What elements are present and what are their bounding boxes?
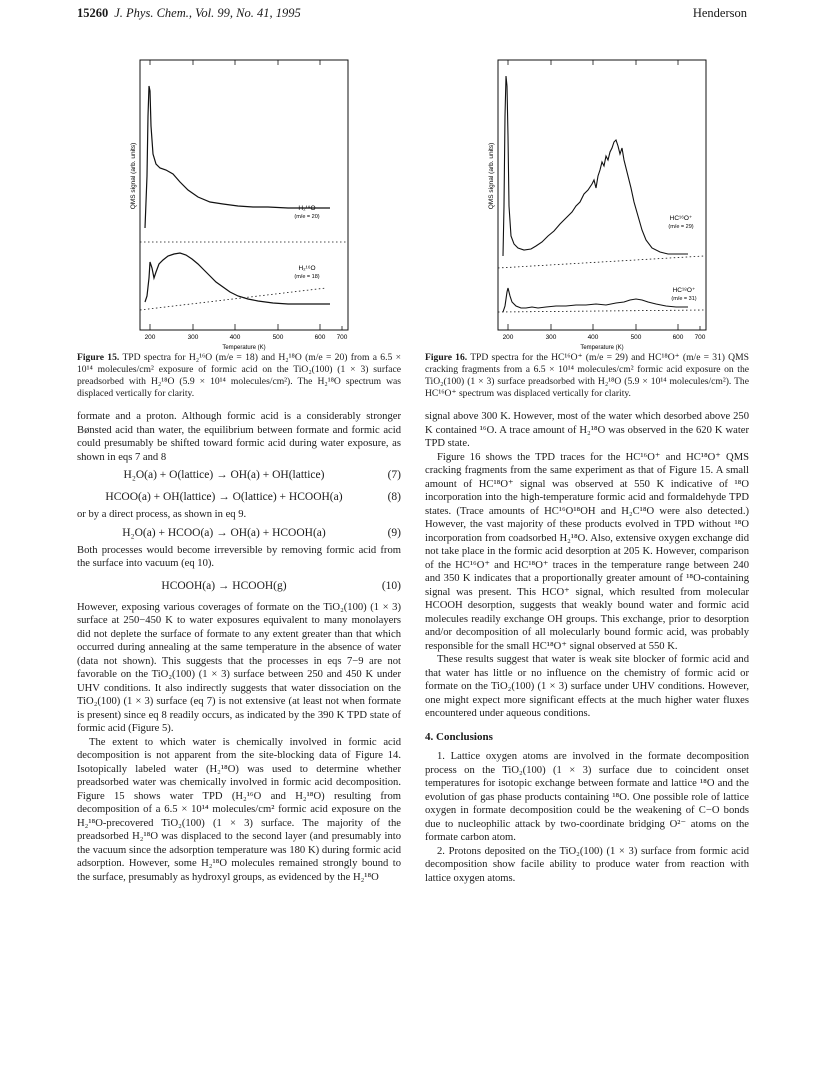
fig15-ylabel: QMS signal (arb. units) [130, 142, 137, 210]
fig15-series-mass-bottom: (m/e = 18) [294, 274, 320, 280]
right-paragraph-2: Figure 16 shows the TPD traces for the HC¹⁶O⁺ and HC¹⁸O⁺ QMS cracking fragments from the same experiment as that of Figure 15. A small amount of HC¹⁸O⁺ signal was observed at 550 K indicative of ¹⁸O incorporation into the high-temperature formic acid and formaldehyde TPD states. (Trace amounts of HC¹⁶O¹⁸OH and H₂C¹⁸O were also detected.) However, the vast majority of these products evolved in TPD without ¹⁸O incorporation from coadsorbed H₂¹⁸O. Also, extensive oxygen exchange did not take place in the formic acid desorption at 205 K. However, comparison of the HC¹⁶O⁺ and HC¹⁸O⁺ traces in the temperature range between 240 and 350 K indicates that a proportionally greater amount of ¹⁸O-containing signal was present. This HCO⁺ signal, which resulted from molecular HCOOH desorption, suggests that weakly bound water and formic acid molecules readily exchange OH groups. This exchange, prior to desorption and/or decomposition of all molecularly bound formic acid, was probably responsible for the small HC¹⁸O⁺ signal observed at 550 K. [425, 451, 749, 652]
fig16-tick-300: 300 [545, 334, 557, 341]
section-heading-conclusions: 4. Conclusions [425, 730, 493, 743]
figure-16 [476, 56, 712, 352]
fig15-series-mass-top: (m/e = 20) [294, 214, 320, 220]
figure-16-plot [476, 56, 712, 352]
fig15-tick-600: 600 [314, 334, 326, 341]
left-paragraph-4: However, exposing various coverages of formate on the TiO₂(100) (1 × 3) surface at 250−450 K to water exposures equivalent to many monolayers did not deplete the surface of formate to any extent greater than that which occurred during annealing at the same temperature in the absence of water (data not shown). This suggests that the processes in eqs 7−9 are not favorable on the TiO₂(100) (1 × 3) surface between 250 and 450 K under UHV conditions. It also indirectly suggests that water dissociation on the TiO₂(100) (1 × 3) surface (eq 7) is not extensive (at least not when formate is present) since eq 8 readily occurs, as indicated by the 390 K TPD state of formic acid (Figure 5). [77, 601, 401, 734]
fig15-series-label-bottom: H₂¹⁶O [298, 265, 316, 272]
equation-10: HCOOH(a) → HCOOH(g) (10) [161, 579, 401, 592]
fig16-tick-400: 400 [587, 334, 599, 341]
right-column [425, 352, 749, 885]
equation-7: H₂O(a) + O(lattice) → OH(a) + OH(lattice) (7) [123, 469, 401, 481]
fig16-series-mass-top: (m/e = 29) [668, 224, 694, 230]
fig15-tick-300: 300 [187, 334, 199, 341]
left-column [77, 352, 401, 884]
conclusion-1: 1. Lattice oxygen atoms are involved in the formate decomposition process on the TiO₂(100) (1 × 3) surface due to coincident onset temperatures for isotopic exchange between formate and lattice ¹⁸O and the evolution of gas phase products containing ¹⁸O. One possible role of lattice oxygen in formate decomposition could be the weakening of C−O bonds due to nucleophilic attack by two-coordinate bridging O²⁻ atoms on the formate carbon atom. [425, 751, 749, 843]
fig16-tick-600: 600 [672, 334, 684, 341]
fig15-xlabel: Temperature (K) [222, 345, 266, 351]
fig16-tick-500: 500 [630, 334, 642, 341]
fig16-ylabel: QMS signal (arb. units) [488, 142, 495, 210]
fig16-series-label-top: HC¹⁶O⁺ [669, 215, 693, 222]
equation-8: HCOO(a) + OH(lattice) → O(lattice) + HCOOH(a) (8) [105, 491, 401, 503]
fig16-tick-200: 200 [502, 334, 514, 341]
equation-9: H₂O(a) + HCOO(a) → OH(a) + HCOOH(a) (9) [122, 526, 401, 539]
page-number: 15260 [77, 6, 109, 20]
fig15-tick-200: 200 [144, 334, 156, 341]
figure-15 [118, 56, 354, 352]
fig16-xlabel: Temperature (K) [580, 345, 624, 351]
fig15-tick-500: 500 [272, 334, 284, 341]
left-paragraph-1: formate and a proton. Although formic acid is a considerably stronger Bønsted acid than water, the equilibrium between formate and formic acid could presumably be shifted toward formic acid during water exposure, as shown in eqs 7 and 8 [77, 411, 401, 463]
fig15-tick-400: 400 [229, 334, 241, 341]
conclusion-2: 2. Protons deposited on the TiO₂(100) (1 × 3) surface from formic acid decomposition show facile ability to produce water from reaction with lattice oxygen atoms. [425, 845, 749, 884]
fig15-series-label-top: H₂¹⁸O [298, 205, 316, 212]
figure-15-caption: Figure 15. TPD spectra for H₂¹⁶O (m/e = 18) and H₂¹⁸O (m/e = 20) from a 6.5 × 10¹⁴ molecules/cm² exposure of formic acid on the TiO₂(100) (1 × 3) surface preadsorbed with H₂¹⁸O (5.9 × 10¹⁴ molecules/cm²). The H₂¹⁸O spectrum was displaced vertically for clarity. [77, 352, 401, 399]
figure-16-caption: Figure 16. TPD spectra for the HC¹⁶O⁺ (m/e = 29) and HC¹⁸O⁺ (m/e = 31) QMS cracking fragments from a 6.5 × 10¹⁴ molecules/cm² formic acid exposure on the TiO₂(100) (1 × 3) surface preadsorbed with H₂¹⁸O (5.9 × 10¹⁴ molecules/cm²). The HC¹⁶O⁺ spectrum was displaced vertically for clarity. [425, 352, 749, 399]
left-paragraph-3: Both processes would become irreversible by removing formic acid from the surface into vacuum (eq 10). [77, 544, 401, 569]
fig16-series-mass-bottom: (m/e = 31) [671, 296, 697, 302]
right-paragraph-3: These results suggest that water is weak site blocker of formic acid and that water has little or no influence on the chemistry of formic acid or formate on the TiO₂(100) (1 × 3) surface under UHV conditions. However, one might expect more significant effects at the much higher water fluxes encountered under aqueous conditions. [425, 654, 749, 719]
fig16-tick-700: 700 [694, 334, 706, 341]
left-paragraph-5: The extent to which water is chemically involved in formic acid decomposition is not apparent from the site-blocking data of Figure 14. Isotopically labeled water (H₂¹⁸O) was used to determine whether preadsorbed water was chemically involved in formic acid decomposition. Figure 15 shows water TPD (H₂¹⁶O and H₂¹⁸O) resulting from decomposition of a 6.5 × 10¹⁴ molecules/cm² formic acid exposure on the H₂¹⁸O-precovered TiO₂(100) (1 × 3) surface. The majority of the preadsorbed H₂¹⁸O was displaced to the second layer (and presumably into the vacuum since the adsorption temperature was 180 K) during formic acid adsorption. However, some H₂¹⁸O molecules remained strongly bound to the surface, presumably as hydroxyl groups, as evidenced by the H₂¹⁸O [77, 736, 401, 883]
journal-citation: J. Phys. Chem., Vol. 99, No. 41, 1995 [114, 6, 301, 20]
running-author: Henderson [692, 6, 747, 20]
right-paragraph-1: signal above 300 K. However, most of the water which desorbed above 250 K contained ¹⁶O. A trace amount of H₂¹⁸O was observed in the 620 K water TPD state. [425, 411, 749, 449]
fig16-series-label-bottom: HC¹⁸O⁺ [672, 287, 696, 294]
fig15-tick-700: 700 [336, 334, 348, 341]
figure-15-plot [118, 56, 354, 352]
left-paragraph-2: or by a direct process, as shown in eq 9. [77, 509, 247, 520]
